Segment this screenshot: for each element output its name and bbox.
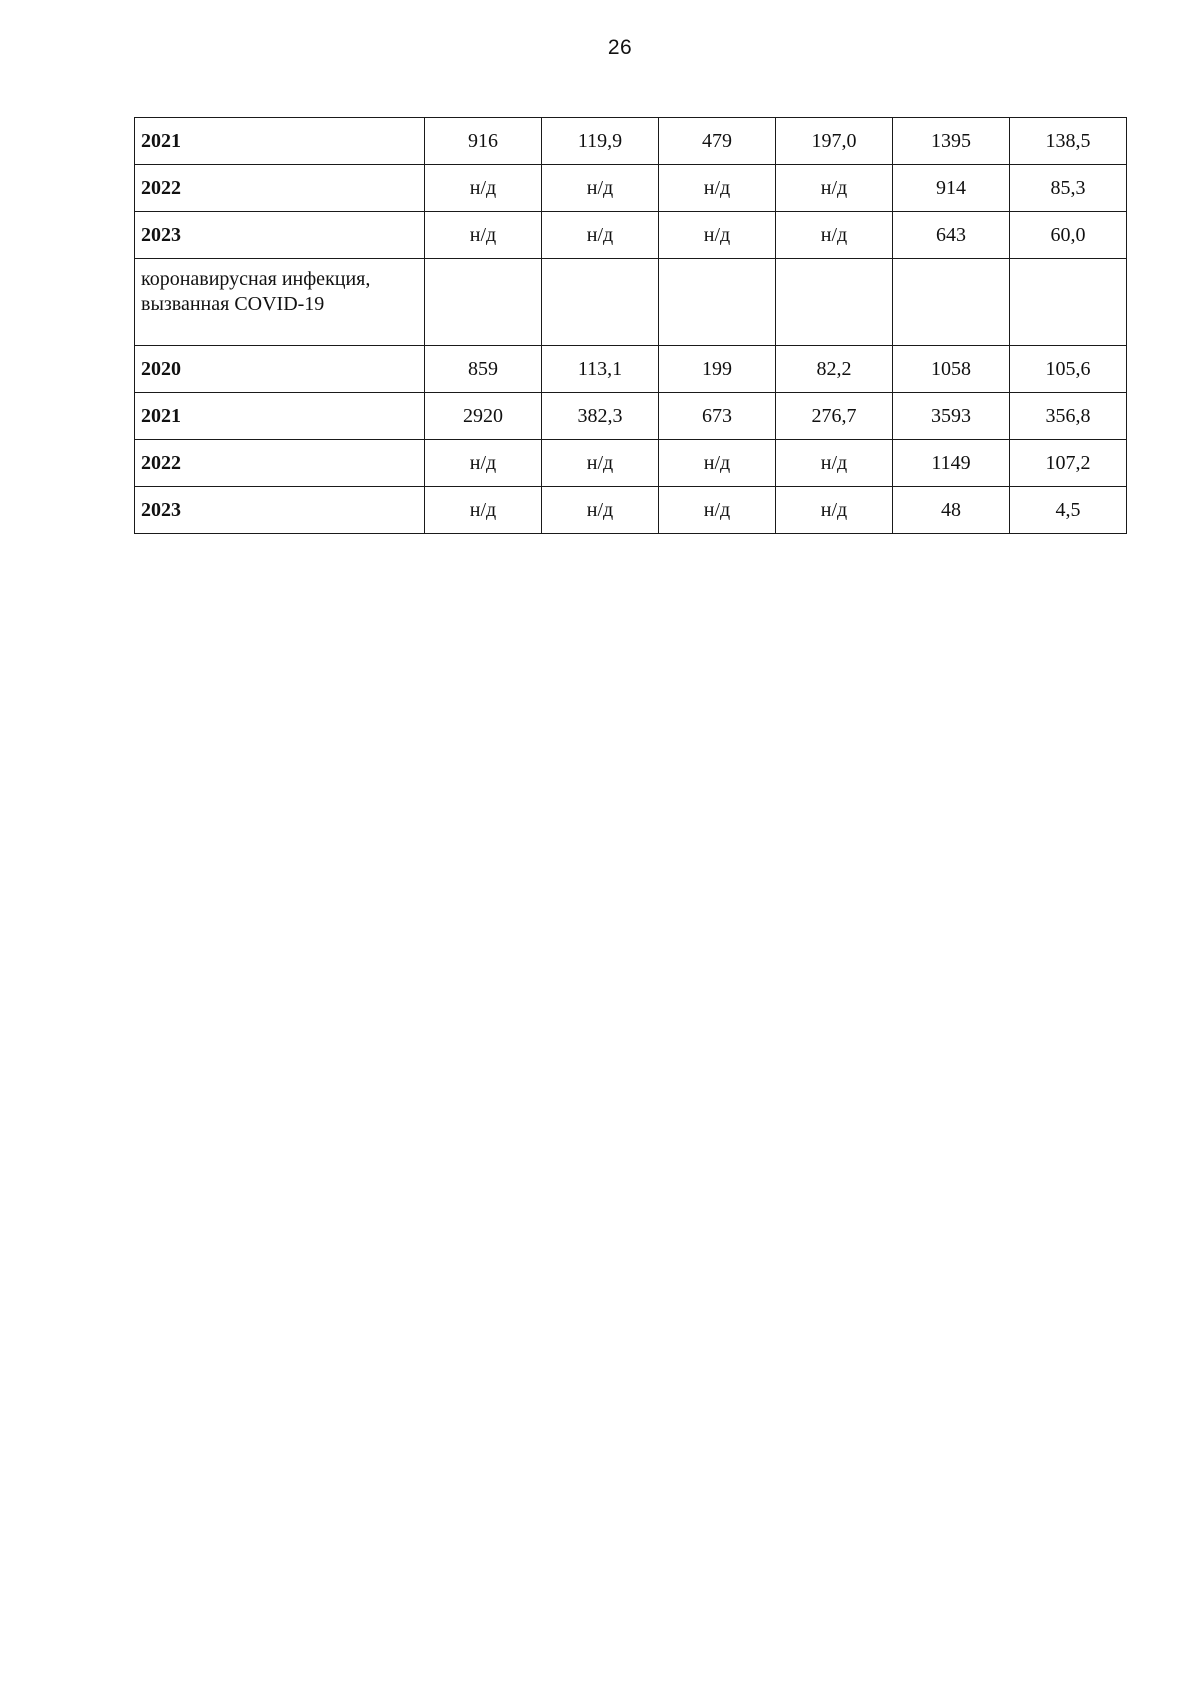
table-cell: 82,2 (776, 346, 893, 393)
table-cell: 356,8 (1010, 393, 1127, 440)
table-cell: 197,0 (776, 118, 893, 165)
table-cell: н/д (542, 487, 659, 534)
section-label (135, 259, 425, 346)
table-cell: 105,6 (1010, 346, 1127, 393)
table-cell: 85,3 (1010, 165, 1127, 212)
table-cell: н/д (542, 165, 659, 212)
table-section-row (135, 259, 1127, 346)
row-label: 2022 (135, 165, 425, 212)
table-cell: 2920 (425, 393, 542, 440)
table-cell: н/д (776, 487, 893, 534)
table-cell: н/д (425, 487, 542, 534)
section-label-line1: коронавирусная инфекция, (141, 268, 371, 290)
table-cell: н/д (659, 212, 776, 259)
table-row-2023 (135, 487, 1127, 534)
table-cell: н/д (425, 165, 542, 212)
row-label: 2020 (135, 346, 425, 393)
section-label-line2: вызванная COVID-19 (141, 293, 325, 315)
table-cell-empty (893, 259, 1010, 346)
table-cell: 1149 (893, 440, 1010, 487)
table-row-2023 (135, 212, 1127, 259)
table-cell-empty (1010, 259, 1127, 346)
table-row-2022 (135, 165, 1127, 212)
table-cell: н/д (542, 440, 659, 487)
table-cell: н/д (425, 440, 542, 487)
row-label: 2021 (135, 118, 425, 165)
table-cell: н/д (659, 487, 776, 534)
table-cell-empty (542, 259, 659, 346)
table-cell: 276,7 (776, 393, 893, 440)
table-cell: 119,9 (542, 118, 659, 165)
table-cell: н/д (659, 440, 776, 487)
table-cell: 199 (659, 346, 776, 393)
table-row-2021 (135, 393, 1127, 440)
table-cell-empty (659, 259, 776, 346)
table-cell: н/д (776, 165, 893, 212)
row-label: 2021 (135, 393, 425, 440)
table-row-2022 (135, 440, 1127, 487)
table-cell: 107,2 (1010, 440, 1127, 487)
table-cell: 48 (893, 487, 1010, 534)
table-cell-empty (776, 259, 893, 346)
table-cell: 4,5 (1010, 487, 1127, 534)
table-cell: 1395 (893, 118, 1010, 165)
table-cell: 479 (659, 118, 776, 165)
table-cell: 1058 (893, 346, 1010, 393)
row-label: 2022 (135, 440, 425, 487)
table-cell: 138,5 (1010, 118, 1127, 165)
row-label: 2023 (135, 212, 425, 259)
table-cell: н/д (425, 212, 542, 259)
table-cell-empty (425, 259, 542, 346)
page-number: 26 (607, 36, 633, 59)
table-cell: 113,1 (542, 346, 659, 393)
table-row-2020 (135, 346, 1127, 393)
table-cell: 3593 (893, 393, 1010, 440)
table-row-2021 (135, 118, 1127, 165)
table-cell: н/д (542, 212, 659, 259)
table-cell: н/д (776, 440, 893, 487)
table-cell: 60,0 (1010, 212, 1127, 259)
table-cell: 643 (893, 212, 1010, 259)
table-cell: н/д (776, 212, 893, 259)
table-cell: 916 (425, 118, 542, 165)
statistics-table (134, 117, 1127, 534)
table-cell: н/д (659, 165, 776, 212)
table-cell: 859 (425, 346, 542, 393)
row-label: 2023 (135, 487, 425, 534)
table-cell: 673 (659, 393, 776, 440)
table-cell: 382,3 (542, 393, 659, 440)
table-cell: 914 (893, 165, 1010, 212)
